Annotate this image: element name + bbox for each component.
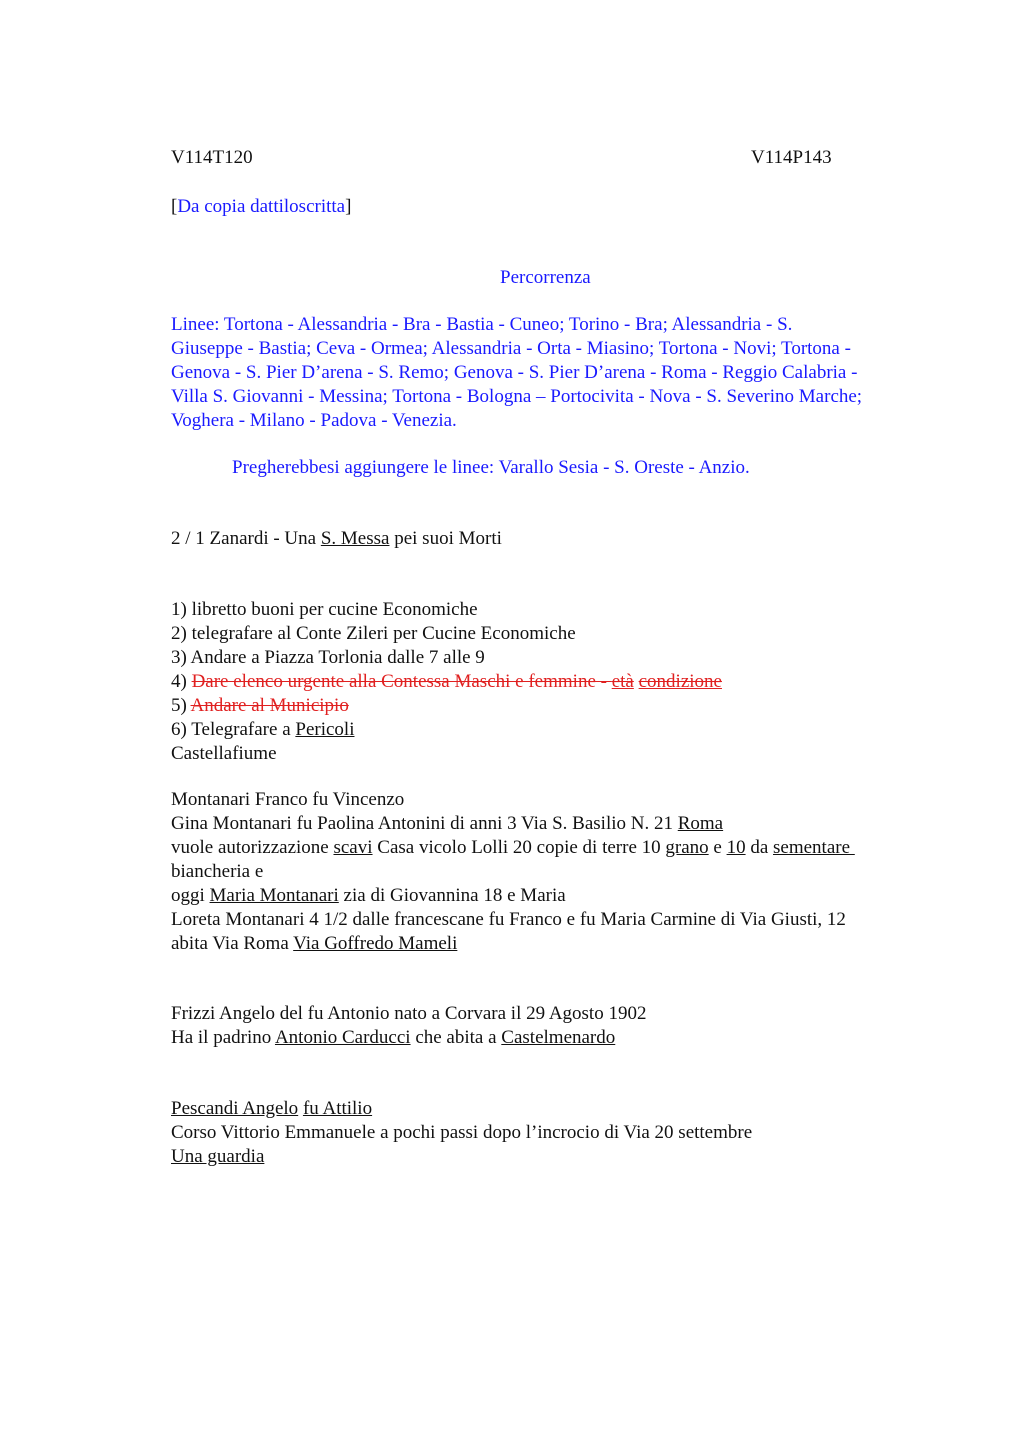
montanari-block <box>171 788 855 956</box>
pescandi-line-1-underlined-2: fu Attilio <box>302 1098 373 1119</box>
pescandi-line-1-underlined-1: Pescandi Angelo <box>171 1098 299 1119</box>
todo-item-5-number: 5) <box>171 695 191 716</box>
montanari-line-2 <box>171 812 855 836</box>
frizzi-line-1: Frizzi Angelo del fu Antonio nato a Corvara il 29 Agosto 1902 <box>171 1003 647 1024</box>
todo-item-6-underlined: Pericoli <box>295 719 355 740</box>
todo-item-1: 1) libretto buoni per cucine Economiche <box>171 599 478 620</box>
frizzi-line-2-part-a: Ha il padrino <box>171 1027 275 1048</box>
montanari-line-3-part-c: e <box>708 837 727 858</box>
right-code: V114P143 <box>751 147 832 168</box>
pescandi-line-3 <box>171 1145 752 1169</box>
messa-prefix: 2 / 1 Zanardi - Una <box>171 528 321 549</box>
pescandi-block <box>171 1097 752 1169</box>
percorrenza-line: Giuseppe - Bastia; Ceva - Ormea; Alessandria - Orta - Miasino; Tortona - Novi; Tortona - <box>171 338 851 359</box>
source-note-open-bracket: [ <box>171 196 178 217</box>
source-note <box>171 195 351 219</box>
frizzi-block <box>171 1002 646 1050</box>
montanari-line-5-underlined: Maria Montanari <box>209 885 339 906</box>
montanari-line-6: Loreta Montanari 4 1/2 dalle francescane fu Franco e fu Maria Carmine di Via Giusti, 12 <box>171 909 846 930</box>
todo-item-4-condizione: condizione <box>638 671 722 692</box>
source-note-text: Da copia dattiloscritta <box>177 196 346 217</box>
montanari-line-5-part-a: oggi <box>171 885 210 906</box>
pescandi-line-1 <box>171 1097 752 1121</box>
montanari-line-5-part-b: zia di Giovannina 18 e Maria <box>338 885 566 906</box>
castellafiume-line: Castellafiume <box>171 743 277 764</box>
percorrenza-title: Percorrenza <box>500 267 591 288</box>
montanari-line-1: Montanari Franco fu Vincenzo <box>171 789 405 810</box>
montanari-line-7-underlined: Via Goffredo Mameli <box>293 933 458 954</box>
percorrenza-lines <box>171 313 862 433</box>
left-code: V114T120 <box>171 147 253 168</box>
source-note-close-bracket: ] <box>345 196 352 217</box>
montanari-line-3-underlined-1: scavi <box>333 837 373 858</box>
montanari-line-3-part-b: Casa vicolo Lolli 20 copie di terre 10 <box>372 837 666 858</box>
montanari-line-3-underlined-3: 10 <box>726 837 746 858</box>
montanari-line-3-part-d: da <box>745 837 774 858</box>
todo-item-6 <box>171 718 722 742</box>
montanari-line-3-underlined-4: sementare <box>773 837 855 858</box>
montanari-line-7-part-a: abita Via Roma <box>171 933 294 954</box>
montanari-line-2-underlined: Roma <box>677 813 724 834</box>
montanari-line-4: biancheria e <box>171 861 264 882</box>
todo-item-5 <box>171 694 722 718</box>
montanari-line-3-part-a: vuole autorizzazione <box>171 837 334 858</box>
percorrenza-request: Pregherebbesi aggiungere le linee: Varallo Sesia - S. Oreste - Anzio. <box>232 457 750 478</box>
messa-line <box>171 527 502 551</box>
messa-suffix: pei suoi Morti <box>389 528 502 549</box>
messa-underlined: S. Messa <box>320 528 390 549</box>
montanari-line-5 <box>171 884 855 908</box>
frizzi-line-2-underlined-2: Castelmenardo <box>501 1027 616 1048</box>
percorrenza-line: Linee: Tortona - Alessandria - Bra - Bastia - Cuneo; Torino - Bra; Alessandria - S. <box>171 314 793 335</box>
todo-item-4-eta: età <box>611 671 634 692</box>
montanari-line-2-text: Gina Montanari fu Paolina Antonini di anni 3 Via S. Basilio N. 21 <box>171 813 678 834</box>
todo-item-4-struck-text: Dare elenco urgente alla Contessa Maschi e femmine - <box>191 671 612 692</box>
percorrenza-line: Voghera - Milano - Padova - Venezia. <box>171 410 457 431</box>
pescandi-line-3-underlined: Una guardia <box>171 1146 265 1167</box>
frizzi-line-2-part-b: che abita a <box>410 1027 502 1048</box>
todo-item-5-struck-text: Andare al Municipio <box>190 695 349 716</box>
pescandi-line-2: Corso Vittorio Emmanuele a pochi passi dopo l’incrocio di Via 20 settembre <box>171 1122 753 1143</box>
percorrenza-line: Villa S. Giovanni - Messina; Tortona - Bologna – Portocivita - Nova - S. Severino Marche; <box>171 386 863 407</box>
todo-item-2: 2) telegrafare al Conte Zileri per Cucine Economiche <box>171 623 576 644</box>
montanari-line-3 <box>171 836 855 860</box>
todo-item-4 <box>171 670 722 694</box>
montanari-line-7 <box>171 932 855 956</box>
percorrenza-line: Genova - S. Pier D’arena - S. Remo; Genova - S. Pier D’arena - Roma - Reggio Calabria - <box>171 362 858 383</box>
todo-item-3: 3) Andare a Piazza Torlonia dalle 7 alle 9 <box>171 647 485 668</box>
frizzi-line-2 <box>171 1026 646 1050</box>
todo-item-4-number: 4) <box>171 671 192 692</box>
frizzi-line-2-underlined-1: Antonio Carducci <box>274 1027 411 1048</box>
montanari-line-3-underlined-2: grano <box>665 837 709 858</box>
todo-list <box>171 598 722 766</box>
todo-item-6-prefix: 6) Telegrafare a <box>171 719 296 740</box>
